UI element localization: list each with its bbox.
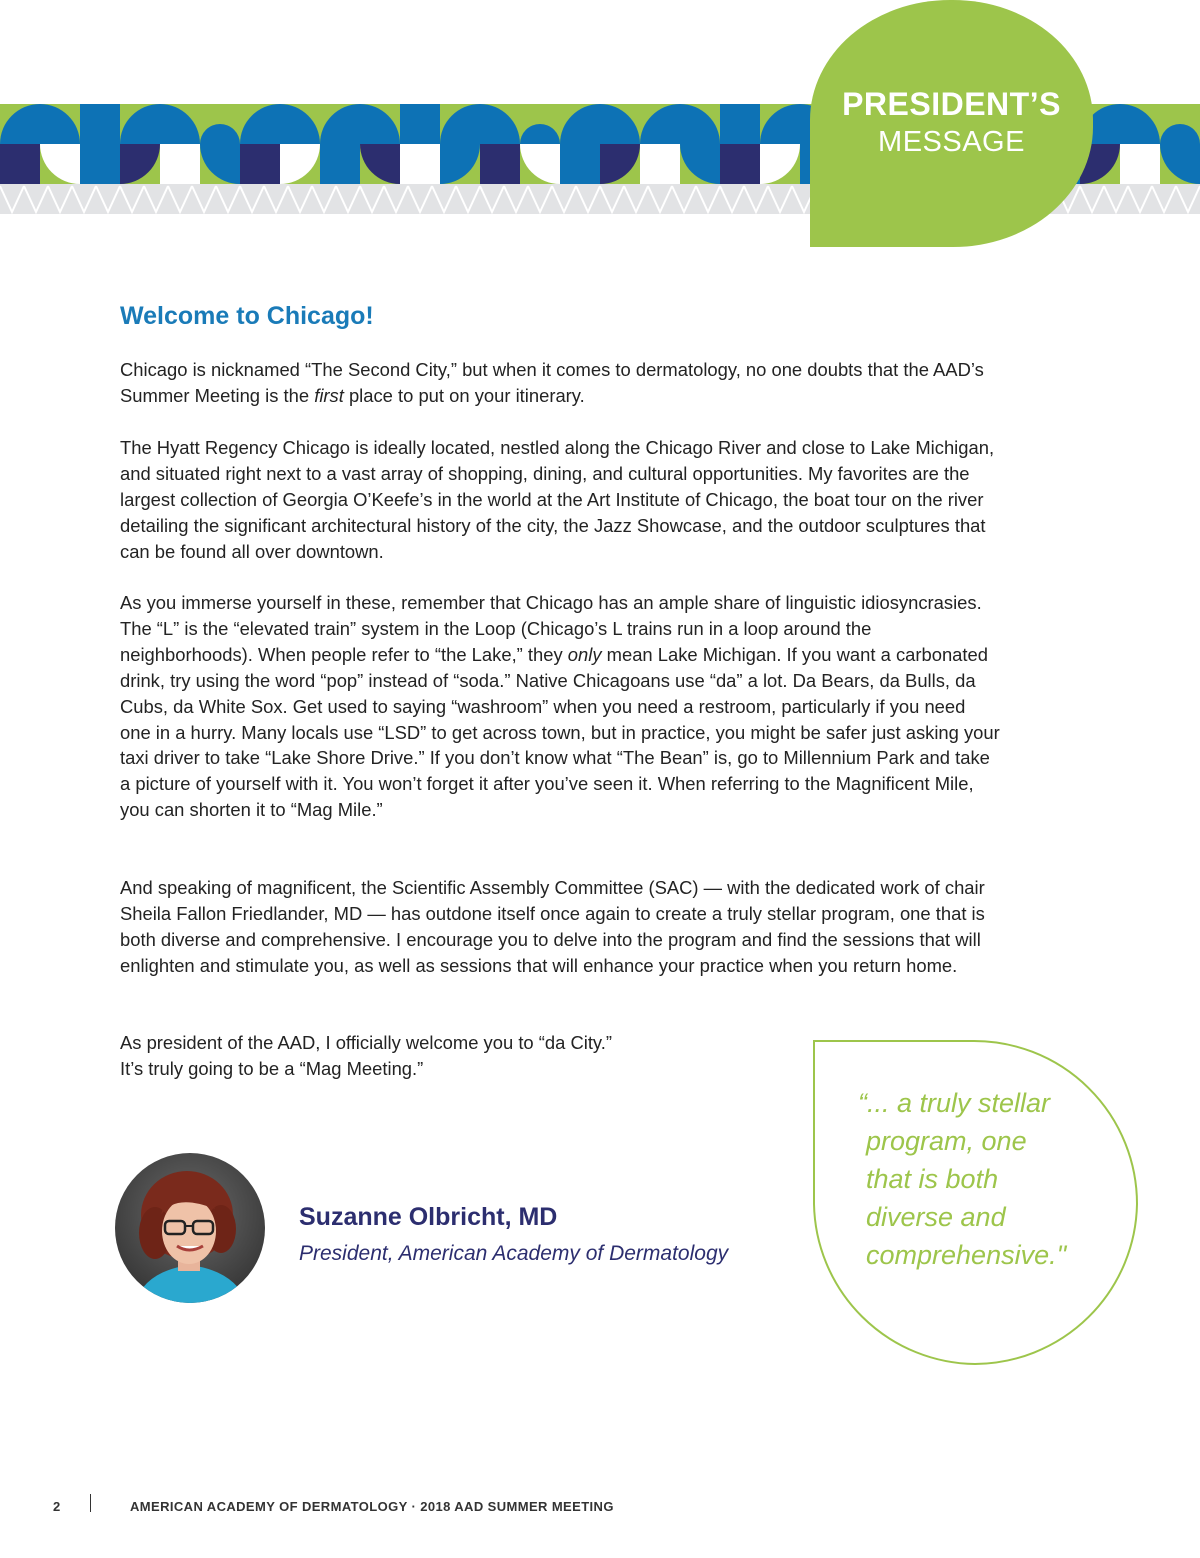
section-badge xyxy=(810,0,1093,247)
portrait-photo xyxy=(115,1153,265,1303)
signature-name: Suzanne Olbricht, MD xyxy=(299,1203,558,1231)
footer-publication: AMERICAN ACADEMY OF DERMATOLOGY · 2018 AAD SUMMER MEETING xyxy=(130,1499,614,1514)
paragraph-3-text-a: As you immerse yourself in these, remember that Chicago has an ample share of linguistic idiosyncrasies. The “L” is the “elevated train” system in the Loop (Chicago’s L trains run in a loop around the neighborhoods). When people refer to “the Lake,” they xyxy=(120,592,982,665)
pullquote-line: program, one xyxy=(866,1126,1027,1156)
paragraph-5-line-2: It’s truly going to be a “Mag Meeting.” xyxy=(120,1057,424,1079)
banner-tile xyxy=(480,144,520,184)
banner-tile xyxy=(80,104,120,144)
footer-divider xyxy=(90,1494,91,1512)
signature-title: President, American Academy of Dermatology xyxy=(299,1242,729,1265)
banner-tile xyxy=(0,144,40,184)
avatar xyxy=(115,1153,265,1303)
pullquote-line: that is both xyxy=(866,1164,999,1194)
banner-tile xyxy=(720,104,760,144)
pullquote-line: diverse and xyxy=(866,1202,1006,1232)
pullquote-line: comprehensive." xyxy=(866,1240,1067,1270)
paragraph-4: And speaking of magnificent, the Scientific Assembly Committee (SAC) — with the dedicated work of chair Sheila Fallon Friedlander, MD — has outdone itself once again to create a truly stellar program, one that is both diverse and comprehensive. I encourage you to delve into the program and find the sessions that will enlighten and stimulate you, as well as sessions that will enhance your practice when you return home. xyxy=(120,877,985,976)
paragraph-1-emphasis: first xyxy=(314,384,344,406)
paragraph-1-text-b: place to put on your itinerary. xyxy=(343,384,585,406)
paragraph-2: The Hyatt Regency Chicago is ideally located, nestled along the Chicago River and close to Lake Michigan, and situated right next to a vast array of shopping, dining, and cultural opportunities. My favorites are the largest collection of Georgia O’Keefe’s in the world at the Art Institute of Chicago, the boat tour on the river detailing the significant architectural history of the city, the Jazz Showcase, and the outdoor sculptures that can be found all over downtown. xyxy=(120,437,995,562)
banner-tile xyxy=(560,144,600,184)
paragraph-3-emphasis: only xyxy=(567,643,602,665)
paragraph-3 xyxy=(120,590,1000,823)
banner-tile xyxy=(80,144,120,184)
badge-subtitle: MESSAGE xyxy=(878,126,1025,158)
banner-tile xyxy=(240,144,280,184)
banner-tile xyxy=(320,144,360,184)
paragraph-5-line-1: As president of the AAD, I officially welcome you to “da City.” xyxy=(120,1032,612,1053)
paragraph-1-text-a: Chicago is nicknamed “The Second City,” but when it comes to dermatology, no one doubts that the AAD’s Summer Meeting is the xyxy=(120,359,984,406)
article-heading: Welcome to Chicago! xyxy=(120,302,374,330)
pullquote-line: “... a truly stellar xyxy=(858,1088,1051,1118)
paragraph-3-text-b: mean Lake Michigan. If you want a carbonated drink, try using the word “pop” instead of “soda.” Native Chicagoans use “da” a lot. Da Bears, da Bulls, da Cubs, da White Sox. Get used to saying “washroom” when you need a restroom, particularly if you need one in a hurry. Many locals use “LSD” to get across town, but in practice, you might be safer just asking your taxi driver to take “Lake Shore Drive.” If you don’t know what “The Bean” is, go to Millennium Park and take a picture of yourself with it. You won’t forget it after you’ve seen it. When referring to the Magnificent Mile, you can shorten it to “Mag Mile.” xyxy=(120,643,1000,821)
banner-tile xyxy=(400,144,440,184)
banner-tile xyxy=(720,144,760,184)
page-number: 2 xyxy=(53,1499,61,1514)
banner-tile xyxy=(640,144,680,184)
banner-tile xyxy=(1120,144,1160,184)
paragraph-1 xyxy=(120,357,1000,409)
badge-title: PRESIDENT’S xyxy=(842,86,1061,122)
banner-tile xyxy=(400,104,440,144)
banner-tile xyxy=(160,144,200,184)
